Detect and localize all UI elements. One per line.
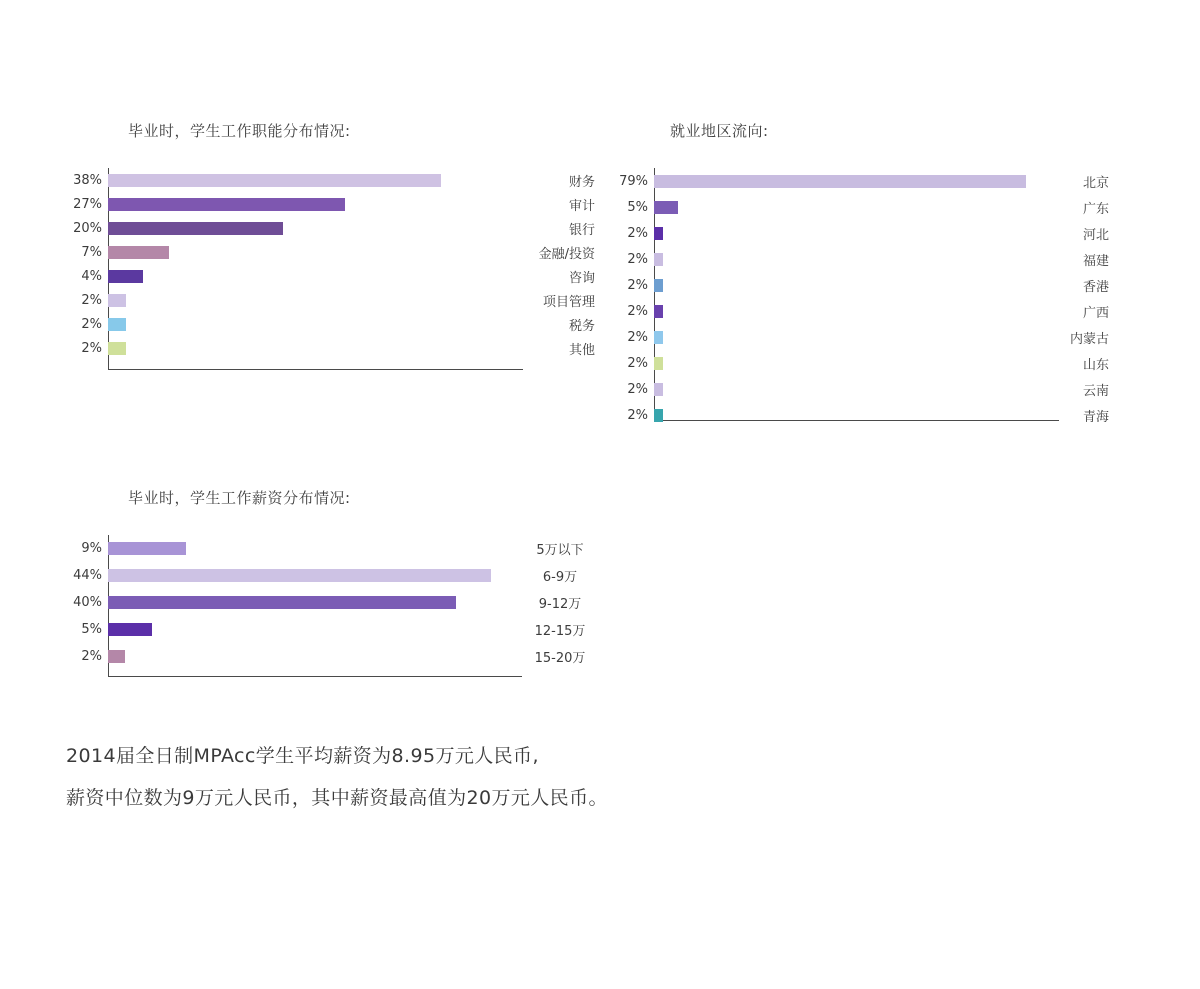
function-bar: [108, 342, 126, 355]
region-bar: [654, 383, 663, 396]
region-bar: [654, 175, 1026, 188]
region-row: [627, 402, 1109, 428]
function-bar: [108, 246, 169, 259]
function-row: [81, 336, 595, 360]
salary-label: 9-12万: [538, 597, 582, 612]
region-value: 79%: [619, 173, 648, 189]
region-value: 2%: [627, 381, 648, 397]
function-bar: [108, 174, 441, 187]
function-value: 27%: [73, 196, 102, 212]
salary-bar: [108, 596, 456, 609]
function-value: 20%: [73, 220, 102, 236]
function-value: 4%: [81, 268, 102, 284]
chart-region-rows: [619, 168, 1109, 428]
chart-function-x-axis: [108, 369, 523, 370]
function-bar: [108, 222, 283, 235]
region-value: 2%: [627, 277, 648, 293]
salary-value: 9%: [81, 541, 102, 556]
salary-row: [81, 643, 586, 670]
function-row: [73, 168, 595, 192]
salary-bar: [108, 569, 491, 582]
chart-region-title: 就业地区流向:: [670, 122, 769, 140]
region-value: 2%: [627, 407, 648, 423]
region-value: 5%: [627, 199, 648, 215]
function-bar: [108, 270, 143, 283]
salary-label: 6-9万: [542, 570, 578, 585]
region-label: 内蒙古: [1069, 331, 1109, 347]
salary-bar: [108, 650, 125, 663]
function-bar: [108, 318, 126, 331]
region-row: [627, 246, 1109, 272]
function-value: 2%: [81, 316, 102, 332]
function-row: [81, 288, 595, 312]
region-label: 福建: [1082, 253, 1109, 269]
chart-region-distribution: [610, 120, 1109, 425]
salary-label: 15-20万: [534, 651, 586, 666]
function-bar: [108, 294, 126, 307]
salary-bar: [108, 542, 186, 555]
region-row: [627, 220, 1109, 246]
function-row: [81, 312, 595, 336]
function-label: 咨询: [568, 270, 595, 286]
function-label: 审计: [568, 198, 595, 214]
region-row: [627, 350, 1109, 376]
function-row: [81, 240, 595, 264]
salary-label: 12-15万: [534, 624, 586, 639]
region-row: [627, 298, 1109, 324]
function-label: 其他: [568, 342, 595, 358]
region-label: 青海: [1082, 409, 1109, 425]
chart-region-plot: [619, 168, 1109, 425]
function-value: 38%: [73, 172, 102, 188]
salary-value: 44%: [73, 568, 102, 583]
chart-salary-title: 毕业时，学生工作薪资分布情况:: [128, 489, 351, 507]
function-value: 2%: [81, 340, 102, 356]
region-row: [627, 272, 1109, 298]
salary-row: [81, 616, 586, 643]
region-label: 山东: [1082, 357, 1109, 373]
region-bar: [654, 253, 663, 266]
footnote-line-1: 2014届全日制MPAcc学生平均薪资为8.95万元人民币,: [66, 745, 539, 767]
region-row: [619, 168, 1109, 194]
region-bar: [654, 331, 663, 344]
region-value: 2%: [627, 303, 648, 319]
salary-value: 5%: [81, 622, 102, 637]
summary-footnote: [66, 735, 966, 819]
salary-value: 2%: [81, 649, 102, 664]
function-row: [73, 192, 595, 216]
salary-label: 5万以下: [536, 543, 584, 558]
region-bar: [654, 305, 663, 318]
chart-salary-x-axis: [108, 676, 522, 677]
salary-row: [81, 535, 584, 562]
region-bar: [654, 227, 663, 240]
function-bar: [108, 198, 345, 211]
region-row: [627, 194, 1109, 220]
region-bar: [654, 201, 678, 214]
region-row: [627, 324, 1109, 350]
function-label: 财务: [568, 174, 595, 190]
chart-function-distribution: [66, 120, 595, 370]
function-label: 金融/投资: [538, 246, 595, 262]
region-label: 香港: [1082, 279, 1109, 295]
chart-function-plot: [73, 168, 595, 370]
salary-value: 40%: [73, 595, 102, 610]
function-row: [73, 216, 595, 240]
region-label: 河北: [1082, 227, 1109, 243]
function-label: 税务: [568, 318, 595, 334]
function-row: [81, 264, 595, 288]
region-label: 广西: [1082, 305, 1109, 321]
function-value: 2%: [81, 292, 102, 308]
salary-bar: [108, 623, 152, 636]
region-row: [627, 376, 1109, 402]
chart-salary-rows: [73, 535, 586, 670]
function-label: 银行: [568, 222, 595, 238]
footnote-line-2: 薪资中位数为9万元人民币，其中薪资最高值为20万元人民币。: [66, 787, 608, 809]
function-label: 项目管理: [542, 294, 595, 310]
region-bar: [654, 357, 663, 370]
region-value: 2%: [627, 225, 648, 241]
salary-row: [73, 589, 582, 616]
region-value: 2%: [627, 355, 648, 371]
chart-salary-plot: [73, 535, 586, 677]
region-label: 北京: [1082, 175, 1109, 191]
region-value: 2%: [627, 251, 648, 267]
region-value: 2%: [627, 329, 648, 345]
function-value: 7%: [81, 244, 102, 260]
region-label: 云南: [1082, 383, 1109, 399]
salary-row: [73, 562, 578, 589]
region-label: 广东: [1082, 201, 1109, 217]
region-bar: [654, 279, 663, 292]
chart-function-title: 毕业时，学生工作职能分布情况:: [128, 122, 351, 140]
chart-salary-distribution: [66, 487, 586, 677]
chart-function-rows: [73, 168, 595, 360]
region-bar: [654, 409, 663, 422]
